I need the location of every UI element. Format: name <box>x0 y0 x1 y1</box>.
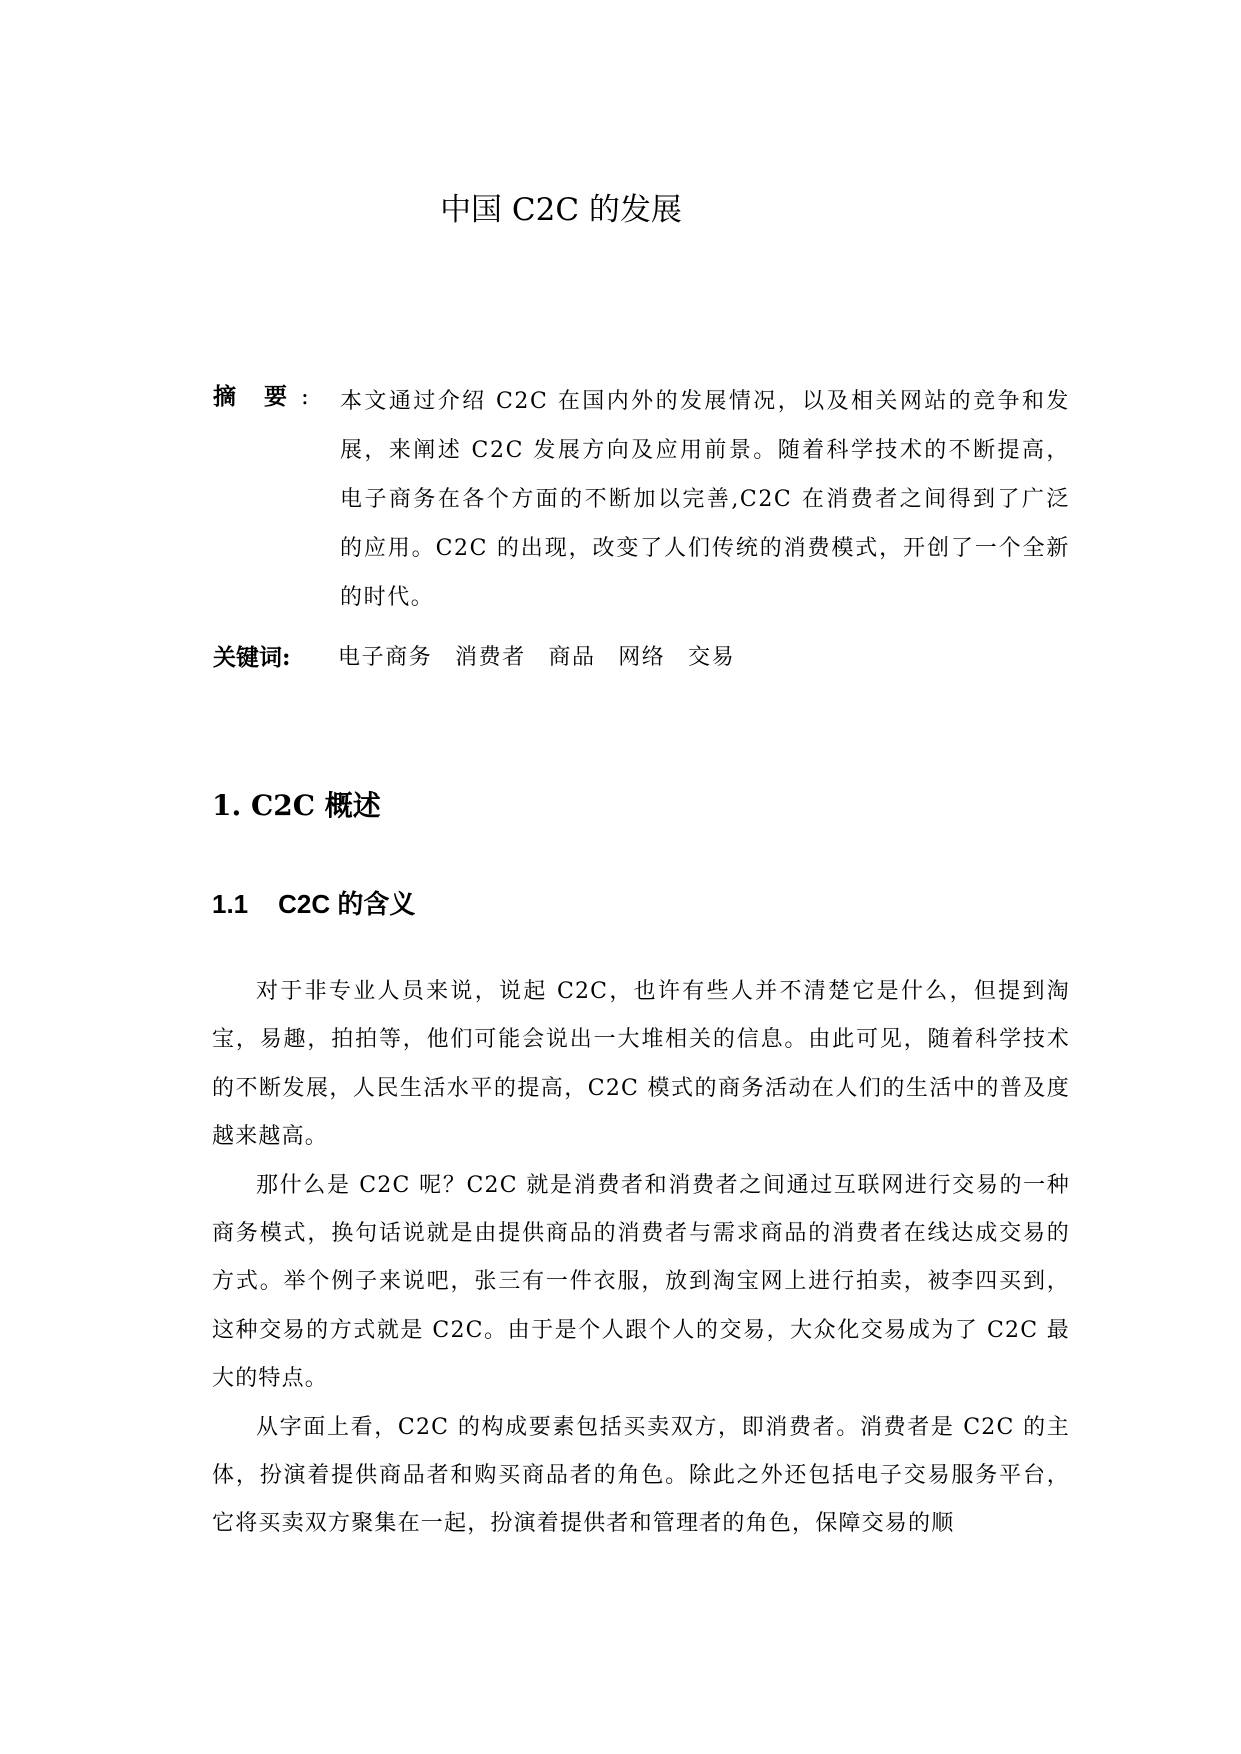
subsection-heading <box>212 885 415 923</box>
body-text <box>212 968 1070 1549</box>
keyword: 网络 <box>618 645 666 670</box>
document-title: 中国 C2C 的发展 <box>440 192 682 228</box>
keyword: 消费者 <box>455 645 526 670</box>
abstract-text: 本文通过介绍 C2C 在国内外的发展情况，以及相关网站的竞争和发展，来阐述 C2C 发展方向及应用前景。随着科学技术的不断提高，电子商务在各个方面的不断加以完善,C2C 在消费者之间得到了广泛的应用。C2C 的出现，改变了人们传统的消费模式，开创了一个全新的时代。 <box>340 389 1070 610</box>
paragraph: 那什么是 C2C 呢？C2C 就是消费者和消费者之间通过互联网进行交易的一种商务模式，换句话说就是由提供商品的消费者与需求商品的消费者在线达成交易的方式。举个例子来说吧，张三有一件衣服，放到淘宝网上进行拍卖，被李四买到，这种交易的方式就是 C2C。由于是个人跟个人的交易，大众化交易成为了 C2C 最大的特点。 <box>212 1172 1070 1392</box>
section-heading: 1. C2C 概述 <box>212 789 381 822</box>
paragraph: 从字面上看，C2C 的构成要素包括买卖双方，即消费者。消费者是 C2C 的主体，扮演着提供商品者和购买商品者的角色。除此之外还包括电子交易服务平台，它将买卖双方聚集在一起，扮演着提供者和管理者的角色，保障交易的顺 <box>212 1414 1070 1537</box>
keyword: 商品 <box>548 645 596 670</box>
keywords-list <box>338 640 749 676</box>
keyword: 电子商务 <box>338 645 433 670</box>
keyword: 交易 <box>688 645 736 670</box>
paragraph: 对于非专业人员来说，说起 C2C，也许有些人并不清楚它是什么，但提到淘宝，易趣，拍拍等，他们可能会说出一大堆相关的信息。由此可见，随着科学技术的不断发展，人民生活水平的提高，C2C 模式的商务活动在人们的生活中的普及度越来越高。 <box>212 979 1070 1150</box>
abstract-colon: : <box>301 384 309 410</box>
subsection-title: C2C 的含义 <box>278 889 416 919</box>
subsection-number: 1.1 <box>212 889 249 919</box>
abstract-label: 摘 要 <box>213 383 298 410</box>
keywords-label: 关键词: <box>213 644 291 671</box>
